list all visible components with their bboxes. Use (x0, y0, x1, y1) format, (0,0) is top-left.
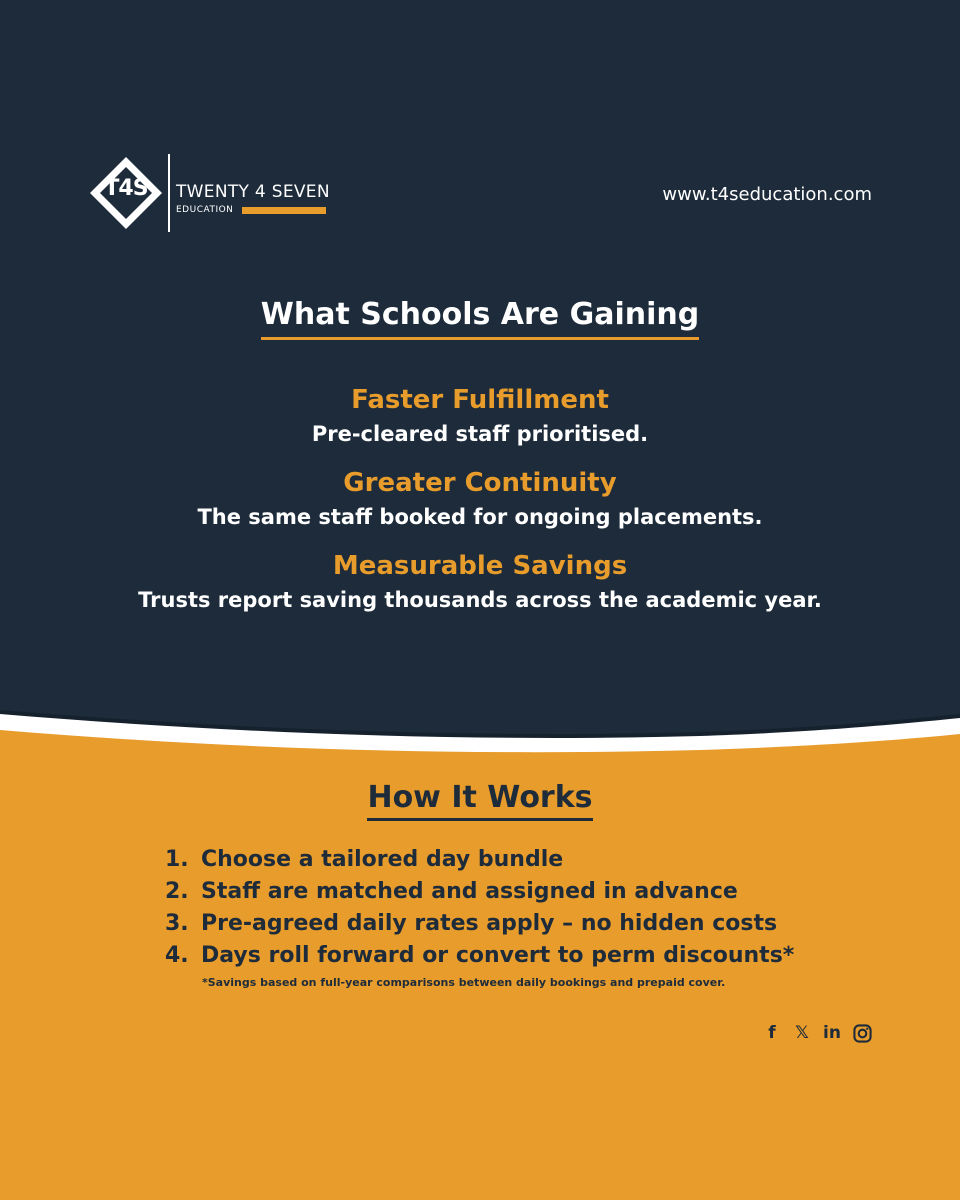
benefit-text: Trusts report saving thousands across the academic year. (138, 588, 822, 612)
steps-list (165, 844, 794, 972)
brand-sub: EDUCATION (176, 205, 234, 215)
benefit-item (0, 383, 960, 451)
gains-heading: What Schools Are Gaining (0, 297, 960, 340)
step-number: 2. (165, 879, 189, 904)
wave-divider (0, 690, 960, 770)
step-text: Days roll forward or convert to perm discounts* (201, 943, 795, 968)
benefit-item (0, 549, 960, 617)
benefits-list (0, 383, 960, 632)
step-number: 1. (165, 847, 189, 872)
benefit-text: The same staff booked for ongoing placements. (197, 505, 763, 529)
instagram-icon[interactable] (852, 1022, 872, 1044)
step-text: Pre-agreed daily rates apply – no hidden costs (201, 911, 778, 936)
step-item (165, 908, 794, 940)
website-link[interactable]: www.t4seducation.com (662, 184, 872, 205)
benefit-text: Pre-cleared staff prioritised. (311, 422, 649, 446)
brand-name: TWENTY 4 SEVEN (176, 182, 330, 202)
brand-underline (242, 207, 326, 214)
facebook-icon[interactable]: f (768, 1023, 776, 1043)
step-number: 4. (165, 943, 189, 968)
footnote: *Savings based on full-year comparisons between daily bookings and prepaid cover. (202, 976, 726, 989)
step-number: 3. (165, 911, 189, 936)
logo-divider (168, 154, 170, 232)
step-item (165, 940, 794, 972)
benefit-title: Faster Fulfillment (351, 385, 609, 415)
linkedin-icon[interactable]: in (823, 1023, 841, 1043)
instagram-glyph (853, 1024, 872, 1043)
social-links (762, 1022, 872, 1044)
x-icon[interactable]: 𝕏 (795, 1023, 809, 1043)
step-text: Staff are matched and assigned in advance (201, 879, 738, 904)
brand-logo[interactable] (86, 154, 336, 234)
how-heading: How It Works (0, 780, 960, 821)
benefit-title: Greater Continuity (343, 468, 617, 498)
step-item (165, 876, 794, 908)
step-text: Choose a tailored day bundle (201, 847, 564, 872)
step-item (165, 844, 794, 876)
logo-mark: T4S (104, 176, 148, 201)
benefit-item (0, 466, 960, 534)
benefit-title: Measurable Savings (332, 551, 628, 581)
